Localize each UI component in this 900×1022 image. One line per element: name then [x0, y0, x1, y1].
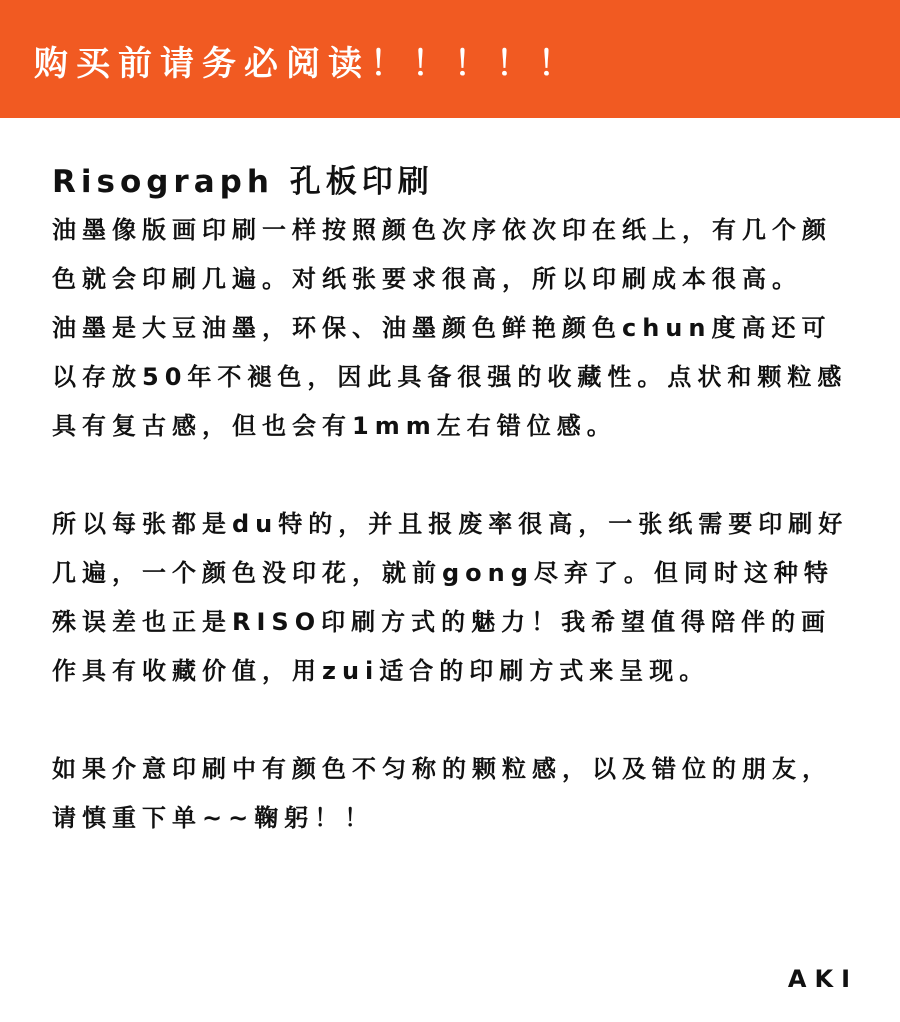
notice-content — [52, 158, 852, 843]
process-paragraph: 油墨像版画印刷一样按照颜色次序依次印在纸上，有几个颜色就会印刷几遍。对纸张要求很高，所以印刷成本很高。 — [52, 216, 832, 293]
warning-banner — [0, 0, 900, 118]
uniqueness-paragraph: 所以每张都是du特的，并且报废率很高，一张纸需要印刷好几遍，一个颜色没印花，就前gong尽弃了。但同时这种特殊误差也正是RISO印刷方式的魅力！我希望值得陪伴的画作具有收藏价值，用zui适合的印刷方式来呈现。 — [52, 510, 849, 685]
caution-paragraph: 如果介意印刷中有颜色不匀称的颗粒感，以及错位的朋友，请慎重下单~~鞠躬！！ — [52, 755, 832, 832]
signature: AKI — [787, 965, 858, 993]
banner-title: 购买前请务必阅读！！！！！ — [34, 44, 580, 84]
section-title: Risograph 孔板印刷 — [52, 164, 434, 200]
ink-paragraph: 油墨是大豆油墨，环保、油墨颜色鲜艳颜色chun度高还可以存放50年不褪色，因此具备很强的收藏性。点状和颗粒感具有复古感，但也会有1mm左右错位感。 — [52, 314, 848, 440]
